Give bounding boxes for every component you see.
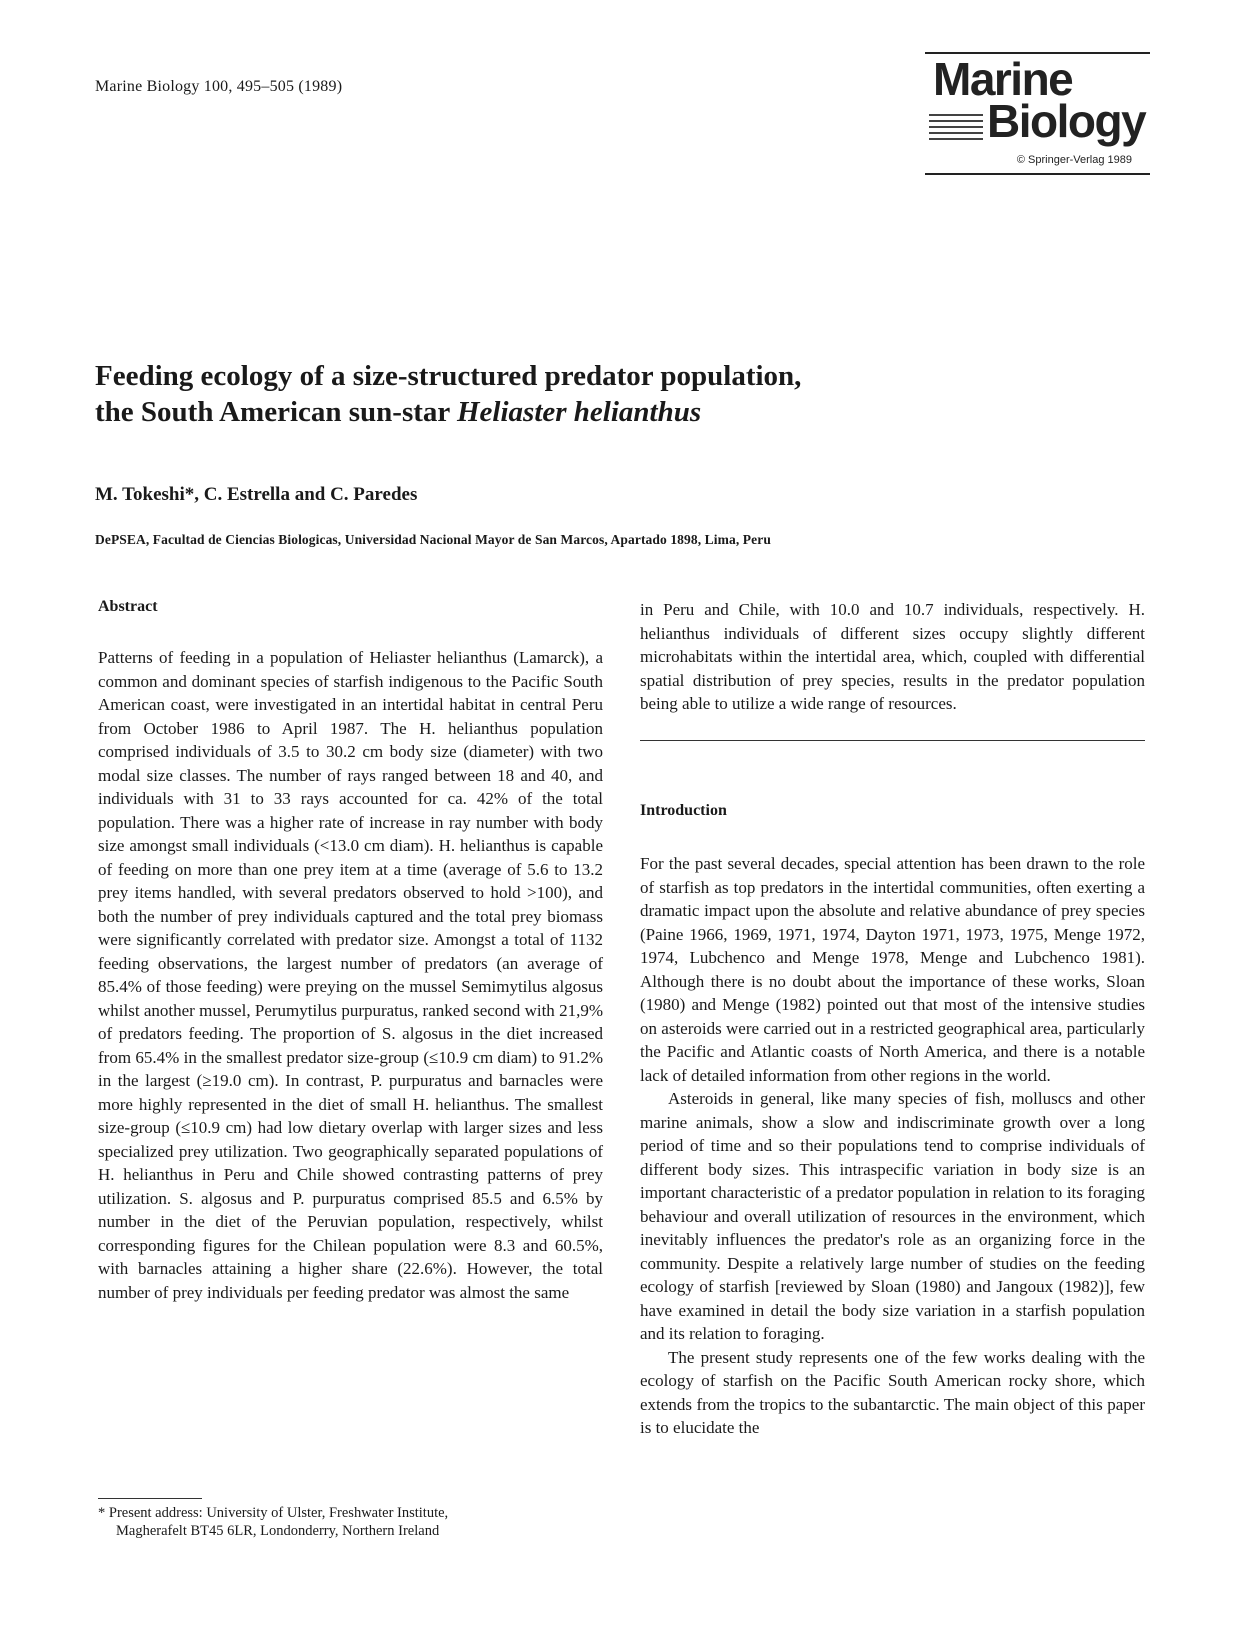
authors: M. Tokeshi*, C. Estrella and C. Paredes xyxy=(95,484,418,505)
affiliation: DePSEA, Facultad de Ciencias Biologicas, Universidad Nacional Mayor de San Marcos, Apartado 1898, Lima, Peru xyxy=(95,532,771,547)
intro-paragraph-2: Asteroids in general, like many species of fish, molluscs and other marine animals, show a slow and indiscriminate growth over a long period of time and so their populations tend to comprise individuals of different body sizes. This intraspecific variation in body size is an important characteristic of a predator population in relation to its foraging behaviour and overall utilization of resources in the environment, which inevitably influences the predator's role as an organizing force in the community. Despite a relatively large number of studies on the feeding ecology of starfish [reviewed by Sloan (1980) and Jangoux (1982)], few have examined in detail the body size variation in a starfish population and its relation to foraging. xyxy=(640,1089,1145,1343)
abstract-text-right: in Peru and Chile, with 10.0 and 10.7 individuals, respectively. H. helianthus individuals of different sizes occupy slightly different microhabitats within the intertidal area, which, coupled with differential spatial distribution of prey species, results in the predator population being able to utilize a wide range of resources. xyxy=(640,600,1145,713)
intro-paragraph-1: For the past several decades, special attention has been drawn to the role of starfish as top predators in the intertidal communities, often exerting a dramatic impact upon the absolute and relative abundance of prey species (Paine 1966, 1969, 1971, 1974, Dayton 1971, 1973, 1975, Menge 1972, 1974, Lubchenco and Menge 1978, Menge and Lubchenco 1981). Although there is no doubt about the importance of these works, Sloan (1980) and Menge (1982) pointed out that most of the intensive studies on asteroids were carried out in a restricted geographical area, particularly the Pacific and Atlantic coasts of North America, and there is a notable lack of detailed information from other regions in the world. xyxy=(640,854,1145,1085)
title-line-2-text: the South American sun-star xyxy=(95,396,457,428)
abstract-heading: Abstract xyxy=(98,598,158,615)
abstract-right-column xyxy=(640,598,1145,716)
abstract-end-rule xyxy=(640,740,1145,741)
intro-paragraph-3: The present study represents one of the few works dealing with the ecology of starfish on the Pacific South American rocky shore, which extends from the tropics to the subantarctic. The main object of this paper is to elucidate the xyxy=(640,1347,1145,1437)
title-line-2 xyxy=(95,394,1075,430)
logo-biology: Biology xyxy=(987,95,1146,147)
marine-biology-logo xyxy=(925,50,1150,180)
footnote-rule xyxy=(98,1498,202,1499)
journal-reference: Marine Biology 100, 495–505 (1989) xyxy=(95,78,343,95)
logo-marine: Marine xyxy=(933,53,1073,105)
logo-copyright: © Springer-Verlag 1989 xyxy=(1016,154,1132,166)
abstract-text-left: Patterns of feeding in a population of Heliaster helianthus (Lamarck), a common and dominant species of starfish indigenous to the Pacific South American coast, were investigated in an intertidal habitat in central Peru from October 1986 to April 1987. The H. helianthus population comprised individuals of 3.5 to 30.2 cm body size (diameter) with two modal size classes. The number of rays ranged between 18 and 40, and individuals with 31 to 33 rays accounted for ca. 42% of the total population. There was a higher rate of increase in ray number with body size amongst small individuals (<13.0 cm diam). H. helianthus is capable of feeding on more than one prey item at a time (average of 5.6 to 13.2 prey items handled, with several predators observed to hold >100), and both the number of prey individuals captured and the total prey biomass were significantly correlated with predator size. Amongst a total of 1132 feeding observations, the largest number of predators (an average of 85.4% of those feeding) were preying on the mussel Semimytilus algosus whilst another mussel, Perumytilus purpuratus, ranked second with 21,9% of predators feeding. The proportion of S. algosus in the diet increased from 65.4% in the smallest predator size-group (≤10.9 cm diam) to 91.2% in the largest (≥19.0 cm). In contrast, P. purpuratus and barnacles were more highly represented in the diet of small H. helianthus. The smallest size-group (≤10.9 cm) had low dietary overlap with larger sizes and less specialized prey utilization. Two geographically separated populations of H. helianthus in Peru and Chile showed contrasting patterns of prey utilization. S. algosus and P. purpuratus comprised 85.5 and 6.5% by number in the diet of the Peruvian population, respectively, whilst corresponding figures for the Chilean population were 8.3 and 60.5%, with barnacles attaining a higher share (22.6%). However, the total number of prey individuals per feeding predator was almost the same xyxy=(98,648,603,1302)
footnote-line-1: * Present address: University of Ulster, Freshwater Institute, xyxy=(98,1505,449,1521)
introduction-heading: Introduction xyxy=(640,802,727,819)
introduction-body xyxy=(640,852,1145,1440)
logo-small-print xyxy=(929,114,983,144)
footnote-line-2: Magherafelt BT45 6LR, Londonderry, Northern Ireland xyxy=(116,1523,440,1539)
article-title xyxy=(95,358,1075,430)
abstract-left-column xyxy=(98,646,603,1304)
logo-bottom-rule xyxy=(925,173,1150,175)
footnote xyxy=(98,1504,603,1540)
title-species-name: Heliaster helianthus xyxy=(457,396,702,428)
title-line-1: Feeding ecology of a size-structured predator population, xyxy=(95,360,802,392)
